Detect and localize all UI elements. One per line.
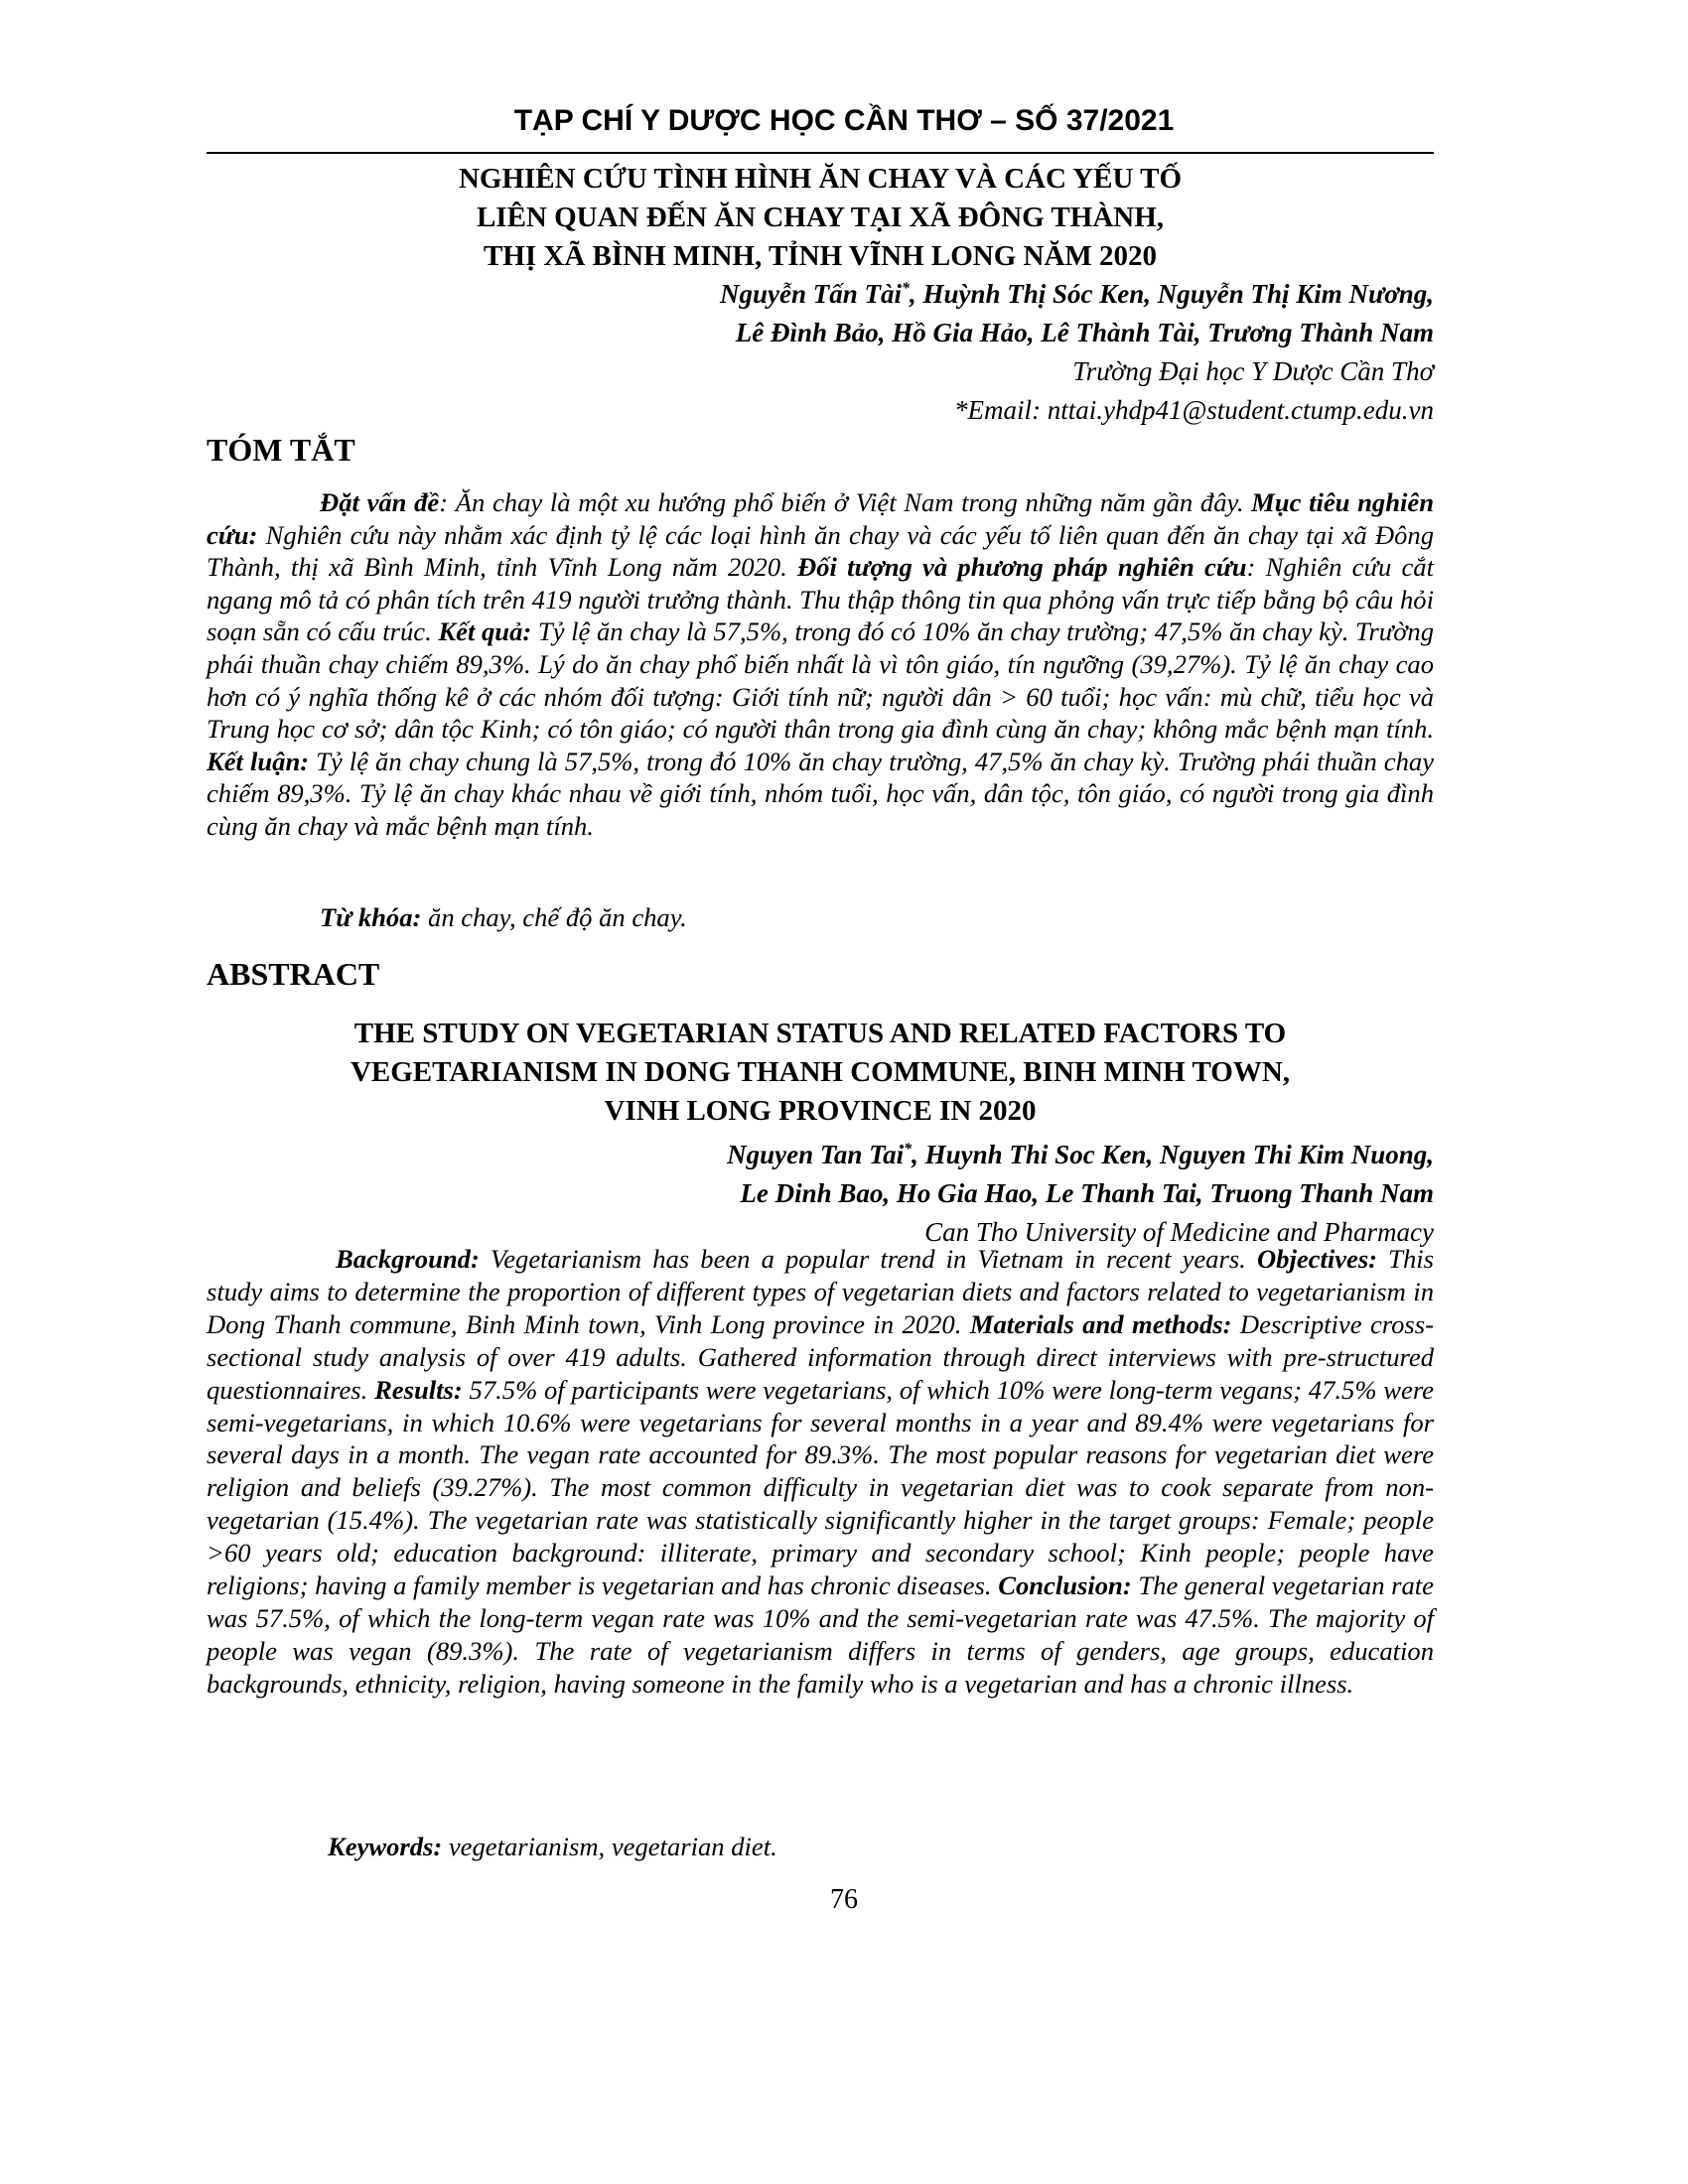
run-label: Objectives: — [1256, 1244, 1378, 1274]
vi-authors-line — [207, 275, 1434, 314]
run-label: Kết luận: — [207, 746, 310, 776]
en-abstract-paragraph — [207, 1243, 1434, 1701]
run-label: Kết quả: — [438, 616, 532, 647]
en-title-line: VEGETARIANISM IN DONG THANH COMMUNE, BINH MINH TOWN, — [350, 1056, 1291, 1088]
vi-keywords — [320, 901, 687, 933]
run-label: Đặt vấn đề — [320, 487, 440, 517]
en-authors-line: Le Dinh Bao, Ho Gia Hao, Le Thanh Tai, Truong Thanh Nam — [740, 1178, 1434, 1208]
en-keywords — [328, 1831, 777, 1862]
keywords-label: Keywords: — [328, 1832, 443, 1861]
run-label: Results: — [374, 1374, 463, 1405]
run-text: Tỷ lệ ăn chay chung là 57,5%, trong đó 10% ăn chay trường, 47,5% ăn chay kỳ. Trường phái thuần chay chiếm 89,3%. Tỷ lệ ăn chay khác nhau về giới tính, nhóm tuổi, học vấn, dân tộc, tôn giáo, có người trong gia đình cùng ăn chay và mắc bệnh mạn tính. — [207, 746, 1434, 841]
journal-header: TẠP CHÍ Y DƯỢC HỌC CẦN THƠ – SỐ 37/2021 — [513, 104, 1175, 137]
run-text: Descriptive cross-sectional study analysis of over 419 adults. Gathered information through direct interviews with pre-structured questionnaires. — [207, 1308, 1434, 1405]
author-name: Nguyen Tan Tai — [727, 1140, 905, 1169]
page-number: 76 — [830, 1884, 858, 1915]
vi-title-line: THỊ XÃ BÌNH MINH, TỈNH VĨNH LONG NĂM 2020 — [483, 240, 1158, 272]
vi-abstract-paragraph — [207, 486, 1434, 843]
en-title-line: VINH LONG PROVINCE IN 2020 — [604, 1095, 1037, 1127]
run-label: Background: — [336, 1244, 480, 1274]
run-text: 57.5% of participants were vegetarians, of which 10% were long-term vegans; 47.5% were semi-vegetarians, in which 10.6% were vegetarians for several months in a year and 89.4% were vegetarians for several days in a month. The vegan rate accounted for 89.3%. The most popular reasons for vegetarian diet were religion and beliefs (39.27%). The most common difficulty in vegetarian diet was to cook separate from non-vegetarian (15.4%). The vegetarian rate was statistically significantly higher in the target groups: Female; people >60 years old; education background: illiterate, primary and secondary school; Kinh people; people have religions; having a family member is vegetarian and has chronic diseases. — [207, 1374, 1434, 1601]
keywords-text: ăn chay, chế độ ăn chay. — [421, 902, 687, 932]
run-text: The general vegetarian rate was 57.5%, of which the long-term vegan rate was 10% and the semi-vegetarian rate was 47.5%. The majority of people was vegan (89.3%). The rate of vegetarianism differs in terms of genders, age groups, education backgrounds, ethnicity, religion, having someone in the family who is a vegetarian and has a chronic illness. — [207, 1570, 1434, 1699]
vi-authors-line: Lê Đình Bảo, Hồ Gia Hảo, Lê Thành Tài, Trương Thành Nam — [735, 318, 1434, 347]
corresponding-mark: * — [904, 1141, 913, 1158]
vi-title-line: LIÊN QUAN ĐẾN ĂN CHAY TẠI XÃ ĐÔNG THÀNH, — [476, 202, 1165, 233]
run-text: : Ăn chay là một xu hướng phổ biến ở Việt Nam trong những năm gần đây. — [439, 487, 1252, 517]
run-text: Nghiên cứu này nhằm xác định tỷ lệ các loại hình ăn chay và các yếu tố liên quan đến ăn chay tại xã Đông Thành, thị xã Bình Minh, tỉnh Vĩnh Long năm 2020. — [207, 519, 1434, 583]
vi-affiliation: Trường Đại học Y Dược Cần Thơ — [1072, 356, 1434, 386]
en-authors-line — [207, 1136, 1434, 1174]
run-label: Conclusion: — [998, 1570, 1132, 1601]
run-label: Đối tượng và phương pháp nghiên cứu — [797, 552, 1247, 583]
keywords-label: Từ khóa: — [320, 902, 422, 932]
header-rule — [207, 152, 1434, 154]
section-heading-tom-tat: TÓM TẮT — [207, 432, 355, 468]
author-names: , Huynh Thi Soc Ken, Nguyen Thi Kim Nuong, — [912, 1140, 1434, 1169]
author-name: Nguyễn Tấn Tài — [719, 279, 902, 309]
en-affiliation: Can Tho University of Medicine and Pharmacy — [924, 1217, 1434, 1247]
vi-title-line: NGHIÊN CỨU TÌNH HÌNH ĂN CHAY VÀ CÁC YẾU TỐ — [458, 163, 1183, 195]
run-label: Materials and methods: — [969, 1308, 1232, 1339]
vi-email: *Email: nttai.yhdp41@student.ctump.edu.vn — [953, 395, 1434, 425]
run-text: Vegetarianism has been a popular trend in Vietnam in recent years. — [479, 1244, 1257, 1274]
author-names: , Huỳnh Thị Sóc Ken, Nguyễn Thị Kim Nương, — [909, 279, 1434, 309]
run-text: : Nghiên cứu cắt ngang mô tả có phân tích trên 419 người trưởng thành. Thu thập thông tin qua phỏng vấn trực tiếp bằng bộ câu hỏi soạn sẵn có cấu trúc. — [207, 552, 1434, 647]
run-label: Mục tiêu nghiên cứu: — [207, 487, 1434, 550]
run-text: This study aims to determine the proportion of different types of vegetarian diets and factors related to vegetarianism in Dong Thanh commune, Binh Minh town, Vinh Long province in 2020. — [207, 1244, 1434, 1339]
run-text: Tỷ lệ ăn chay là 57,5%, trong đó có 10% ăn chay trường; 47,5% ăn chay kỳ. Trường phái thuần chay chiếm 89,3%. Lý do ăn chay phổ biến nhất là vì tôn giáo, tín ngưỡng (39,27%). Tỷ lệ ăn chay cao hơn có ý nghĩa thống kê ở các nhóm đối tượng: Giới tính nữ; người dân > 60 tuổi; học vấn: mù chữ, tiểu học và Trung học cơ sở; dân tộc Kinh; có tôn giáo; có người thân trong gia đình cùng ăn chay; không mắc bệnh mạn tính. — [207, 616, 1434, 745]
corresponding-mark: * — [901, 280, 910, 297]
en-title-line: THE STUDY ON VEGETARIAN STATUS AND RELATED FACTORS TO — [353, 1018, 1287, 1049]
keywords-text: vegetarianism, vegetarian diet. — [442, 1832, 777, 1861]
section-heading-abstract: ABSTRACT — [207, 956, 380, 992]
